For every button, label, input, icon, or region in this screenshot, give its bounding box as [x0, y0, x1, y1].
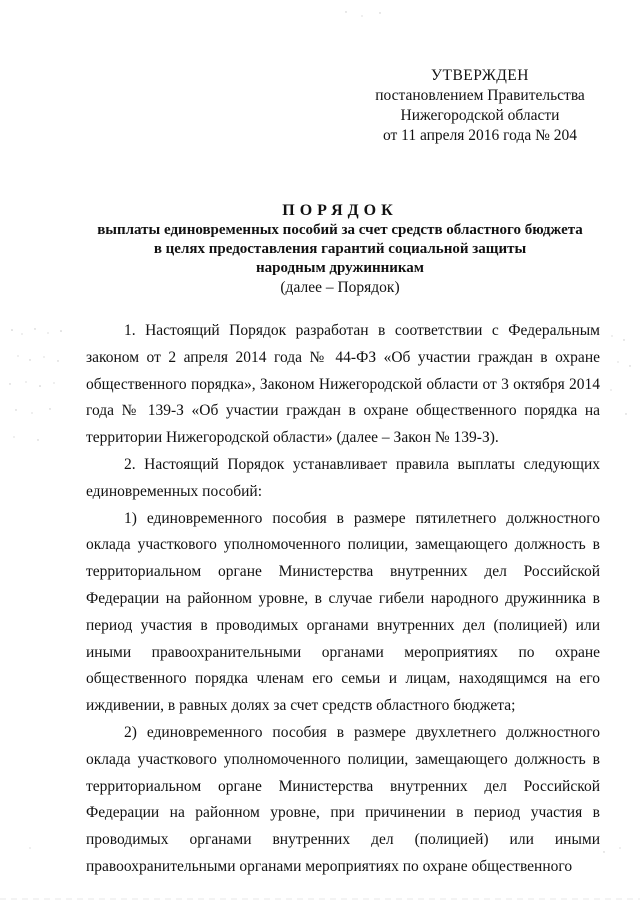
document-body — [86, 318, 600, 881]
paragraph-2: 2. Настоящий Порядок устанавливает правила выплаты следующих единовременных пособий: — [86, 455, 600, 500]
document-abbreviation: (далее – Порядок) — [280, 279, 400, 296]
approval-line-2: Нижегородской области — [400, 107, 560, 124]
approval-line-1: постановлением Правительства — [375, 87, 585, 104]
document-subtitle — [80, 221, 600, 278]
paragraph-1: 1. Настоящий Порядок разработан в соответствии с Федеральным законом от 2 апреля 2014 года № 44-ФЗ «Об участии граждан в охране общественного порядка», Законом Нижегородской области от 3 октября 2014 года № 139-З «Об участии граждан в охране общественного порядка на территории Нижегородской области» (далее – Закон № 139-З). — [86, 322, 600, 447]
approval-line-3: от 11 апреля 2016 года № 204 — [382, 127, 578, 144]
approval-title: УТВЕРЖДЕН — [431, 67, 529, 84]
document-title: ПОРЯДОК — [282, 202, 398, 219]
subtitle-line-2: в целях предоставления гарантий социальной защиты — [153, 241, 527, 257]
document-heading — [80, 201, 600, 298]
approval-stamp — [360, 66, 600, 146]
paragraph-item-2: 2) единовременного пособия в размере двухлетнего должностного оклада участкового уполномоченного полиции, замещающего должность в территориальном органе Министерства внутренних дел Российской Федерации на районном уровне, при причинении в период участия в проводимых органами внутренних дел (полицией) или иными правоохранительными органами мероприятиях по охране общественного — [86, 723, 600, 875]
subtitle-line-3: народным дружинникам — [255, 260, 425, 276]
paragraph-item-1: 1) единовременного пособия в размере пятилетнего должностного оклада участкового уполномоченного полиции, замещающего должность в территориальном органе Министерства внутренних дел Российской Федерации на районном уровне, в случае гибели народного дружинника в период участия в проводимых органами внутренних дел (полицией) или иными правоохранительными органами мероприятиях по охране общественного порядка членам его семьи и лицам, находящимся на его иждивении, в равных долях за счет средств областного бюджета; — [86, 509, 600, 715]
subtitle-line-1: выплаты единовременных пособий за счет средств областного бюджета — [97, 222, 583, 238]
